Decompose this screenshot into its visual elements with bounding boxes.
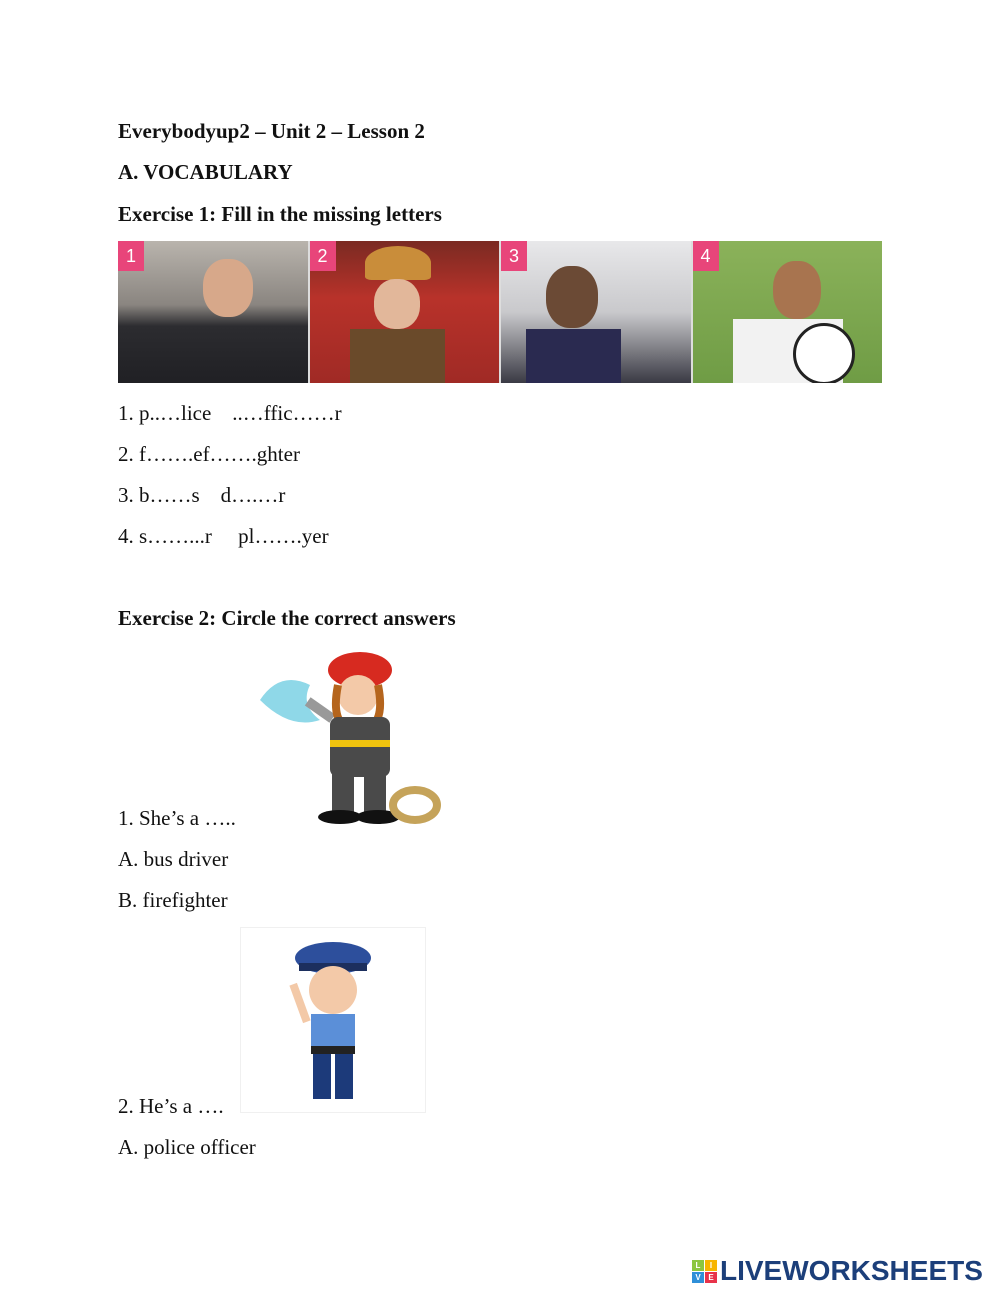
- question-1-prompt: 1. She’s a …..: [118, 806, 236, 830]
- logo-text: LIVEWORKSHEETS: [720, 1255, 983, 1286]
- bus-driver-photo: [501, 241, 691, 383]
- logo-letter: I: [705, 1260, 717, 1271]
- photo-number: 3: [501, 241, 527, 271]
- police-officer-clipart: [240, 927, 426, 1113]
- police-officer-photo: [118, 241, 308, 383]
- answer-option[interactable]: B. firefighter: [118, 888, 228, 912]
- answer-option[interactable]: A. police officer: [118, 1135, 256, 1159]
- firefighter-clipart: [250, 645, 445, 830]
- logo-letter: E: [705, 1272, 717, 1283]
- exercise1-item: 2. f…….ef…….ghter: [118, 442, 300, 466]
- logo-letter: V: [692, 1272, 704, 1283]
- photo-number: 4: [693, 241, 719, 271]
- soccer-player-photo: [693, 241, 883, 383]
- answer-option[interactable]: A. bus driver: [118, 847, 229, 871]
- section-heading: A. VOCABULARY: [118, 160, 293, 184]
- exercise1-item: 3. b……s d….…r: [118, 483, 286, 507]
- exercise1-item: 1. p..…lice ..…ffic……r: [118, 401, 342, 425]
- exercise1-item: 4. s……...r pl…….yer: [118, 524, 329, 548]
- jobs-photo-strip: [118, 241, 882, 383]
- exercise1-heading: Exercise 1: Fill in the missing letters: [118, 202, 442, 226]
- exercise2-heading: Exercise 2: Circle the correct answers: [118, 606, 456, 630]
- liveworksheets-logo: [692, 1255, 983, 1287]
- worksheet-title: Everybodyup2 – Unit 2 – Lesson 2: [118, 119, 425, 143]
- logo-squares-icon: [692, 1260, 717, 1283]
- logo-letter: L: [692, 1260, 704, 1271]
- firefighter-photo: [310, 241, 500, 383]
- question-2-prompt: 2. He’s a ….: [118, 1094, 224, 1118]
- photo-number: 1: [118, 241, 144, 271]
- photo-number: 2: [310, 241, 336, 271]
